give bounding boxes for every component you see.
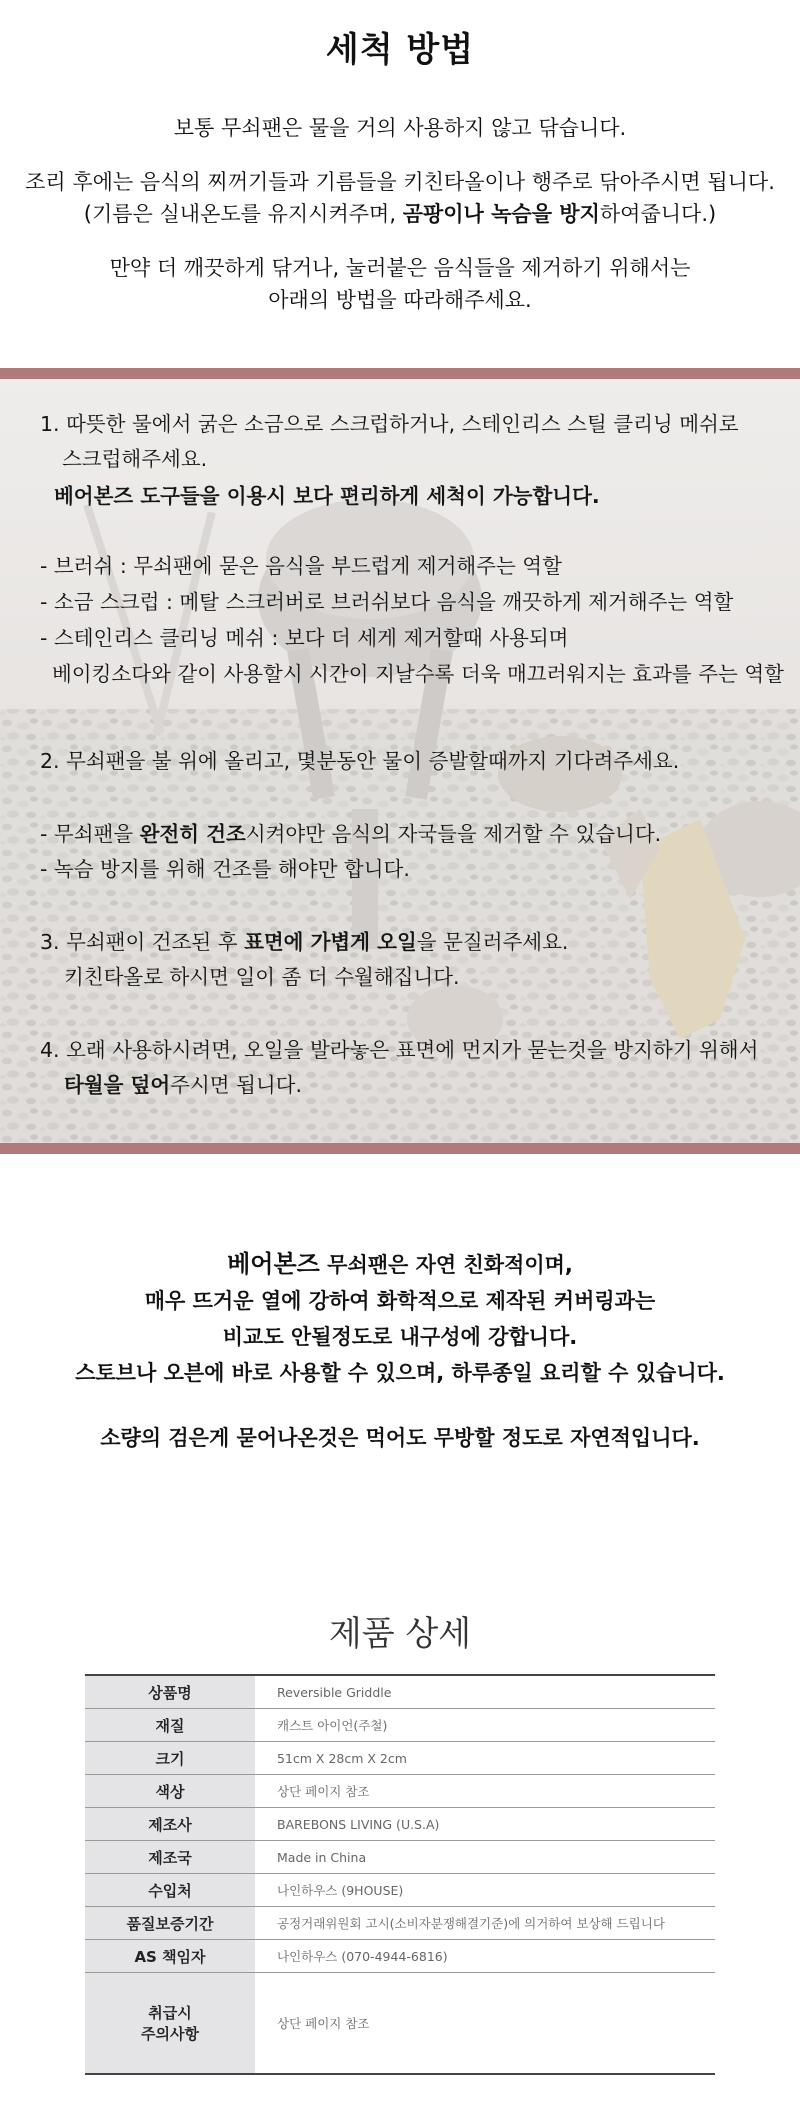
intro-line-3-post: 하여줍니다.) xyxy=(599,202,717,226)
table-row xyxy=(85,1742,715,1775)
step-4-bold: 타월을 덮어 xyxy=(64,1073,171,1097)
dry-line-1-bold: 완전히 건조 xyxy=(139,822,246,846)
dry-line-1 xyxy=(40,819,661,849)
spec-label: 크기 xyxy=(85,1742,255,1775)
cleaning-steps xyxy=(0,379,800,1143)
spec-label: AS 책임자 xyxy=(85,1940,255,1973)
tool-mesh-line-1: - 스테인리스 클리닝 메쉬 : 보다 더 세게 제거할때 사용되며 xyxy=(40,626,569,650)
spec-label-line-2: 주의사항 xyxy=(141,2025,199,2043)
feature-line-4: 스토브나 오븐에 바로 사용할 수 있으며, 하루종일 요리할 수 있습니다. xyxy=(75,1361,725,1385)
intro-line-3-pre: (기름은 실내온도를 유지시켜주며, xyxy=(83,202,403,226)
intro-line-1: 보통 무쇠팬은 물을 거의 사용하지 않고 닦습니다. xyxy=(173,116,627,140)
table-row xyxy=(85,1675,715,1709)
spec-value: 상단 페이지 참조 xyxy=(255,1775,715,1808)
step-3-bold: 표면에 가볍게 오일 xyxy=(244,930,417,954)
brand-name: 베어본즈 xyxy=(227,1250,320,1278)
table-row xyxy=(85,1775,715,1808)
spec-value: 상단 페이지 참조 xyxy=(277,2016,370,2031)
feature-line-2: 매우 뜨거운 열에 강하여 화학적으로 제작된 커버링과는 xyxy=(144,1289,656,1313)
cleaning-method-band xyxy=(0,368,800,1154)
feature-statement xyxy=(0,1154,800,1574)
page-title: 세척 방법 xyxy=(325,30,475,70)
spec-value: BAREBONS LIVING (U.S.A) xyxy=(255,1808,715,1841)
product-spec-table xyxy=(85,1674,715,2075)
product-detail-title: 제품 상세 xyxy=(328,1614,472,1654)
spec-label: 제조사 xyxy=(85,1808,255,1841)
step-3-line-1 xyxy=(40,927,568,957)
intro-paragraph-2 xyxy=(0,166,800,230)
spec-value: 공정거래위원회 고시(소비자분쟁해결기준)에 의거하여 보상해 드립니다 xyxy=(255,1907,715,1940)
step-2: 2. 무쇠팬을 불 위에 올리고, 몇분동안 물이 증발할때까지 기다려주세요. xyxy=(40,749,680,773)
intro-line-4: 만약 더 깨끗하게 닦거나, 눌러붙은 음식들을 제거하기 위해서는 xyxy=(109,256,691,280)
spec-value: 캐스트 아이언(주철) xyxy=(255,1709,715,1742)
spec-label: 색상 xyxy=(85,1775,255,1808)
dry-line-2: - 녹슴 방지를 위해 건조를 해야만 합니다. xyxy=(40,857,410,881)
intro-paragraph-3 xyxy=(0,252,800,316)
tool-mesh-line-2: 베이킹소다와 같이 사용할시 시간이 지날수록 더욱 매끄러워지는 효과를 주는 역할 xyxy=(52,662,784,686)
step-3-line-2: 키친타올로 하시면 일이 좀 더 수월해집니다. xyxy=(64,965,460,989)
cleaning-intro xyxy=(0,0,800,368)
step-1-line-2: 스크럽해주세요. xyxy=(62,447,208,471)
table-row xyxy=(85,1841,715,1874)
table-row xyxy=(85,1907,715,1940)
feature-line-5: 소량의 검은게 묻어나온것은 먹어도 무방할 정도로 자연적입니다. xyxy=(100,1426,700,1450)
dry-line-1-pre: - 무쇠팬을 xyxy=(40,822,140,846)
table-row xyxy=(85,1874,715,1907)
spec-value: 나인하우스 (9HOUSE) xyxy=(255,1874,715,1907)
step-4-post: 주시면 됩니다. xyxy=(170,1073,303,1097)
spec-value: 51cm X 28cm X 2cm xyxy=(255,1742,715,1775)
step-3-pre: 3. 무쇠팬이 건조된 후 xyxy=(40,930,245,954)
intro-line-2: 조리 후에는 음식의 찌꺼기들과 기름들을 키친타올이나 행주로 닦아주시면 됩니다. xyxy=(25,170,775,194)
step-3-post: 을 문질러주세요. xyxy=(416,930,569,954)
table-row xyxy=(85,1808,715,1841)
spec-label: 상품명 xyxy=(85,1675,255,1709)
table-row xyxy=(85,1973,715,2075)
tool-salt-scrub: - 소금 스크럽 : 메탈 스크러버로 브러쉬보다 음식을 깨끗하게 제거해주는 역할 xyxy=(40,590,734,614)
spec-label-line-1: 취급시 xyxy=(148,2004,192,2022)
table-row xyxy=(85,1940,715,1973)
dry-line-1-post: 시켜야만 음식의 자국들을 제거할 수 있습니다. xyxy=(245,822,662,846)
intro-line-3-bold: 곰팡이나 녹슴을 방지 xyxy=(402,202,600,226)
tool-brush: - 브러쉬 : 무쇠팬에 묻은 음식을 부드럽게 제거해주는 역할 xyxy=(40,554,562,578)
spec-label: 수입처 xyxy=(85,1874,255,1907)
spec-value: Reversible Griddle xyxy=(255,1675,715,1709)
step-1-line-1: 1. 따뜻한 물에서 굵은 소금으로 스크럽하거나, 스테인리스 스틸 클리닝 메쉬로 xyxy=(40,412,739,436)
spec-label: 재질 xyxy=(85,1709,255,1742)
step-4-line-2 xyxy=(64,1070,302,1100)
spec-value: Made in China xyxy=(255,1841,715,1874)
step-1-bold-text: 베어본즈 도구들을 이용시 보다 편리하게 세척이 가능합니다. xyxy=(54,484,600,508)
spec-value: 나인하우스 (070-4944-6816) xyxy=(255,1940,715,1973)
feature-line-3: 비교도 안될정도로 내구성에 강합니다. xyxy=(222,1325,578,1349)
step-4-line-1: 4. 오래 사용하시려면, 오일을 발라놓은 표면에 먼지가 묻는것을 방지하기 위해서 xyxy=(40,1038,759,1062)
step-1-highlight xyxy=(54,481,600,511)
spec-label: 품질보증기간 xyxy=(85,1907,255,1940)
intro-line-5: 아래의 방법을 따라해주세요. xyxy=(268,288,532,312)
spec-label: 제조국 xyxy=(85,1841,255,1874)
feature-paragraph xyxy=(0,1246,800,1391)
spec-label xyxy=(85,1973,255,2075)
feature-line-1: 무쇠팬은 자연 친화적이며, xyxy=(319,1253,573,1277)
table-row xyxy=(85,1709,715,1742)
